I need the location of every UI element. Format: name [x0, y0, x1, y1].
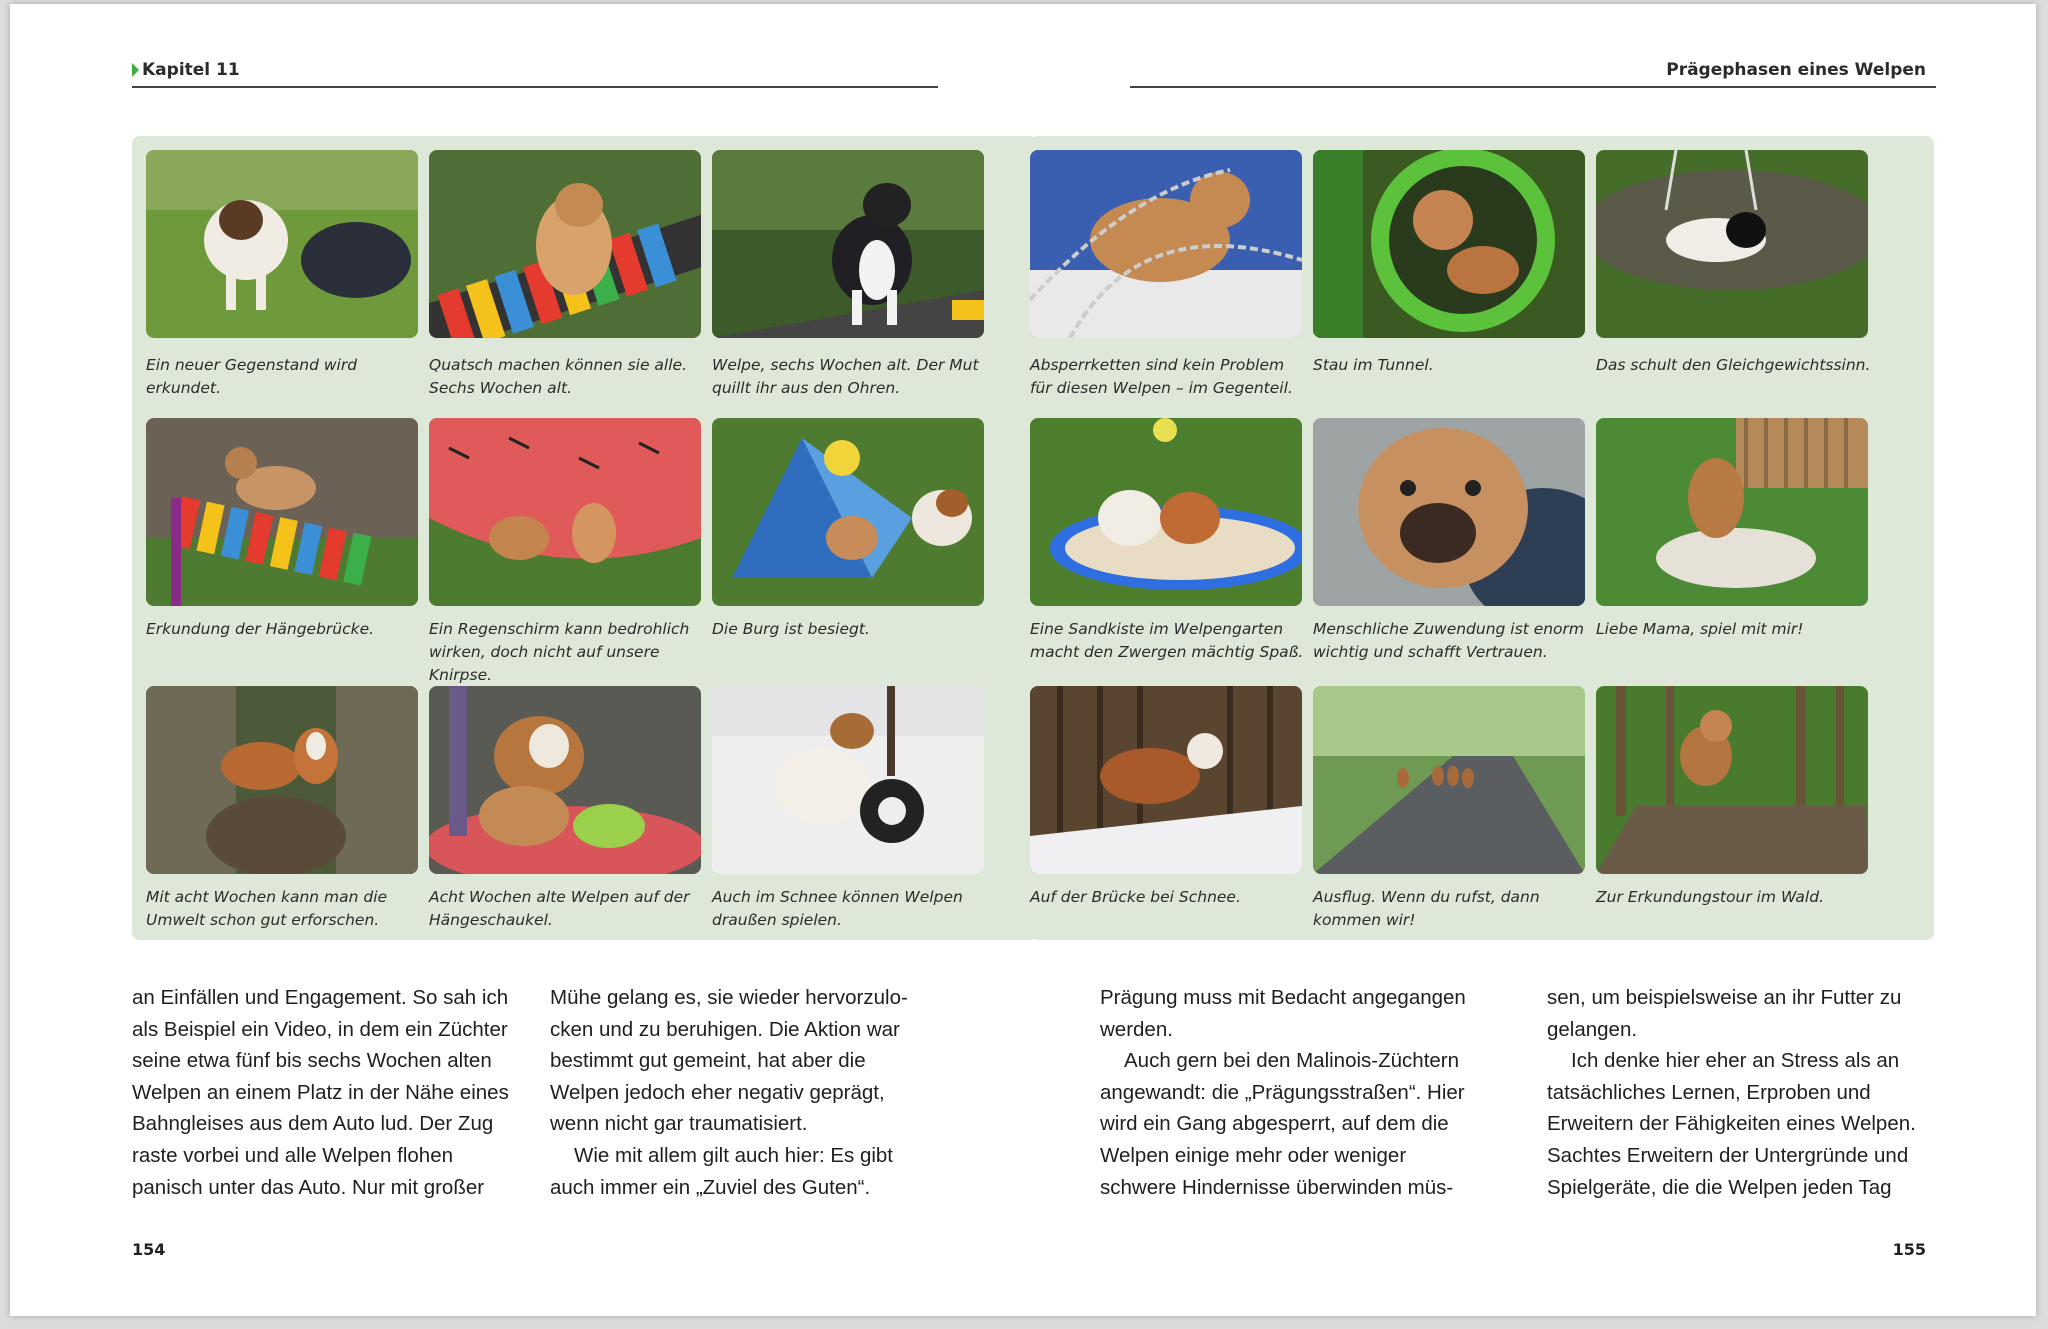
text-line: Welpen an einem Platz in der Nähe eines: [132, 1080, 509, 1104]
photo-puppies-swing: [429, 686, 701, 874]
text-line: als Beispiel ein Video, in dem ein Züchter: [132, 1017, 508, 1041]
text-line: wenn nicht gar traumatisiert.: [550, 1112, 808, 1136]
text-line: Welpen jedoch eher negativ geprägt,: [550, 1080, 885, 1104]
photo-mother-puppy: [1596, 418, 1868, 606]
caption: Quatsch machen können sie alle. Sechs Wochen alt.: [429, 356, 687, 397]
text-line: werden.: [1100, 1017, 1173, 1041]
body-column-1: [132, 982, 524, 1203]
book-spread: [10, 4, 2036, 1316]
text-line: tatsächliches Lernen, Erproben und: [1547, 1080, 1871, 1104]
caption: Erkundung der Hängebrücke.: [146, 620, 375, 638]
text-line: Spielgeräte, die die Welpen jeden Tag: [1547, 1175, 1892, 1199]
photo-puppy-seesaw: [712, 150, 984, 338]
caption: Menschliche Zuwendung ist enorm wichtig und schafft Vertrauen.: [1313, 620, 1585, 661]
header-rule-right: [1130, 86, 1936, 88]
caption: Acht Wochen alte Welpen auf der Hängeschaukel.: [429, 888, 690, 929]
text-line: wird ein Gang abgesperrt, auf dem die: [1100, 1112, 1449, 1136]
text-line: raste vorbei und alle Welpen flohen: [132, 1143, 453, 1167]
photo-puppies-umbrella: [429, 418, 701, 606]
body-column-3: [1100, 982, 1492, 1203]
caption: Liebe Mama, spiel mit mir!: [1596, 620, 1804, 638]
photo-puppy-suspension-bridge: [146, 418, 418, 606]
text-line: angewandt: die „Prägungsstraßen“. Hier: [1100, 1080, 1465, 1104]
photo-gallery-right: [1030, 136, 1934, 940]
caption: Stau im Tunnel.: [1313, 356, 1434, 374]
header-rule-left: [132, 86, 938, 88]
text-line: an Einfällen und Engagement. So sah ich: [132, 986, 509, 1009]
photo-puppy-forest: [1596, 686, 1868, 874]
caption: Das schult den Gleichgewichtssinn.: [1596, 356, 1871, 374]
caption: Ein Regenschirm kann bedrohlich wirken, doch nicht auf unsere Knirpse.: [429, 620, 690, 684]
caption: Mit acht Wochen kann man die Umwelt schon gut erforschen.: [146, 888, 388, 929]
text-line: Welpen einige mehr oder weniger: [1100, 1143, 1407, 1167]
photo-gallery-left: [132, 136, 1038, 940]
photo-puppies-treestump: [146, 686, 418, 874]
photo-puppy-bridge-colorful: [429, 150, 701, 338]
photo-puppy-chains: [1030, 150, 1302, 338]
body-column-4: [1547, 982, 1939, 1203]
caption: Absperrketten sind kein Problem für diesen Welpen – im Gegenteil.: [1030, 356, 1293, 397]
photo-puppy-snow-bridge: [1030, 686, 1302, 874]
text-line: Wie mit allem gilt auch hier: Es gibt: [574, 1143, 894, 1167]
photo-puppy-closeup: [1313, 418, 1585, 606]
caption: Die Burg ist besiegt.: [712, 620, 870, 638]
text-line: Erweitern der Fähigkeiten eines Welpen.: [1547, 1112, 1916, 1136]
text-line: bestimmt gut gemeint, hat aber die: [550, 1049, 866, 1073]
chapter-label: Kapitel 11: [142, 60, 240, 80]
text-line: Mühe gelang es, sie wieder hervorzulo-: [550, 986, 908, 1009]
caption: Auf der Brücke bei Schnee.: [1030, 888, 1241, 906]
caption: Welpe, sechs Wochen alt. Der Mut quillt ihr aus den Ohren.: [712, 356, 979, 397]
text-line: sen, um beispielsweise an ihr Futter zu: [1547, 986, 1902, 1009]
photo-puppies-tunnel: [1313, 150, 1585, 338]
caption: Ein neuer Gegenstand wird erkundet.: [146, 356, 358, 397]
page-number-right: 155: [1892, 1240, 1926, 1259]
caption: Ausflug. Wenn du rufst, dann kommen wir!: [1313, 888, 1540, 929]
text-line: Auch gern bei den Malinois-Züchtern: [1124, 1049, 1460, 1073]
text-line: auch immer ein „Zuviel des Guten“.: [550, 1175, 871, 1199]
photo-puppy-swing-platform: [1596, 150, 1868, 338]
photo-puppy-snow: [712, 686, 984, 874]
text-line: Bahngleises aus dem Auto lud. Der Zug: [132, 1112, 494, 1136]
text-line: Ich denke hier eher an Stress als an: [1571, 1049, 1900, 1073]
text-line: cken und zu beruhigen. Die Aktion war: [550, 1017, 900, 1041]
photo-puppies-tent: [712, 418, 984, 606]
caption: Auch im Schnee können Welpen draußen spielen.: [712, 888, 963, 929]
chapter-marker-icon: [132, 63, 139, 77]
section-title: Prägephasen eines Welpen: [1666, 60, 1926, 80]
text-line: Sachtes Erweitern der Untergründe und: [1547, 1143, 1909, 1167]
caption: Zur Erkundungstour im Wald.: [1596, 888, 1824, 906]
photo-puppies-walk: [1313, 686, 1585, 874]
text-line: seine etwa fünf bis sechs Wochen alten: [132, 1049, 492, 1073]
text-line: Prägung muss mit Bedacht angegangen: [1100, 986, 1466, 1009]
photo-puppies-sandbox: [1030, 418, 1302, 606]
text-line: schwere Hindernisse überwinden müs-: [1100, 1175, 1454, 1199]
text-line: gelangen.: [1547, 1017, 1638, 1041]
body-column-2: [550, 982, 942, 1203]
text-line: panisch unter das Auto. Nur mit großer: [132, 1175, 485, 1199]
caption: Eine Sandkiste im Welpengarten macht den Zwergen mächtig Spaß.: [1030, 620, 1304, 661]
page-number-left: 154: [132, 1240, 166, 1259]
photo-puppy-object: [146, 150, 418, 338]
